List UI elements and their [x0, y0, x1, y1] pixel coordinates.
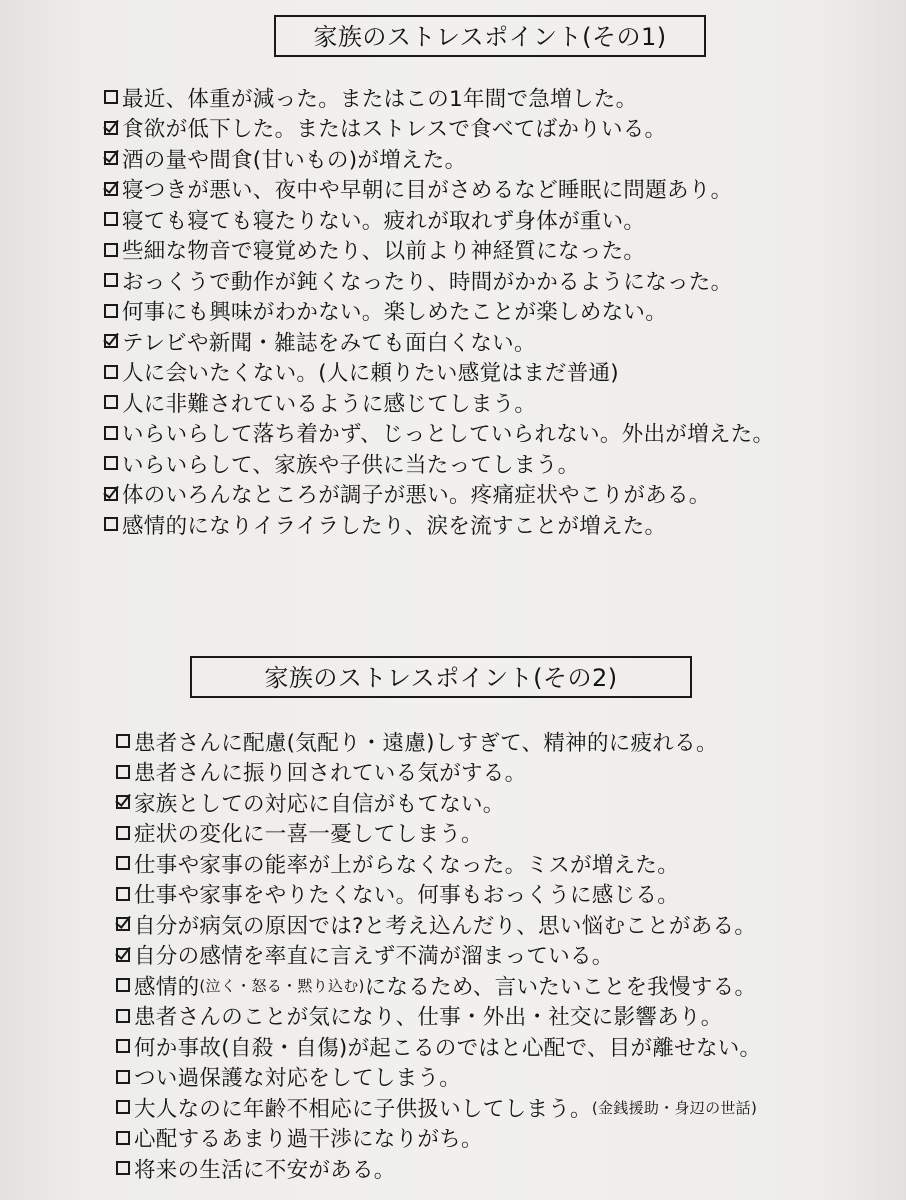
- checklist-item-text: 体のいろんなところが調子が悪い。疼痛症状やこりがある。: [122, 483, 711, 509]
- checklist-item[interactable]: [104, 448, 774, 479]
- checklist-item[interactable]: [104, 387, 774, 418]
- checklist-item-text: 寝つきが悪い、夜中や早朝に目がさめるなど睡眠に問題あり。: [122, 178, 733, 204]
- checklist-item[interactable]: [116, 1153, 761, 1184]
- checklist-item[interactable]: [116, 1062, 761, 1093]
- unchecked-checkbox[interactable]: [116, 826, 130, 840]
- checklist-item-text: 患者さんに配慮(気配り・遠慮)しすぎて、精神的に疲れる。: [134, 730, 718, 756]
- checklist-item[interactable]: [116, 726, 761, 757]
- checklist-item-text: 感情的になりイライラしたり、涙を流すことが増えた。: [122, 513, 667, 539]
- checklist-item-text: 患者さんのことが気になり、仕事・外出・社交に影響あり。: [134, 1005, 723, 1031]
- unchecked-checkbox[interactable]: [104, 395, 118, 409]
- unchecked-checkbox[interactable]: [104, 365, 118, 379]
- section-2-checklist: [116, 726, 761, 1184]
- unchecked-checkbox[interactable]: [116, 1131, 130, 1145]
- unchecked-checkbox[interactable]: [104, 273, 118, 287]
- unchecked-checkbox[interactable]: [116, 1039, 130, 1053]
- checklist-item-text-continued: になるため、言いたいことを我慢する。: [364, 974, 757, 1000]
- unchecked-checkbox[interactable]: [116, 856, 130, 870]
- section-1-title: 家族のストレスポイント(その1): [274, 15, 706, 57]
- checklist-item-text: 仕事や家事の能率が上がらなくなった。ミスが増えた。: [134, 852, 680, 878]
- unchecked-checkbox[interactable]: [116, 1009, 130, 1023]
- checklist-item[interactable]: [116, 757, 761, 788]
- checklist-item-text: 仕事や家事をやりたくない。何事もおっくうに感じる。: [134, 883, 680, 909]
- checked-checkbox[interactable]: [104, 487, 118, 501]
- checklist-item-note: (泣く・怒る・黙り込む): [199, 976, 365, 995]
- unchecked-checkbox[interactable]: [104, 517, 118, 531]
- checklist-item-note: (金銭援助・身辺の世話): [591, 1098, 758, 1117]
- checklist-item-text: テレビや新聞・雑誌をみても面白くない。: [122, 330, 536, 356]
- checklist-item[interactable]: [116, 940, 761, 971]
- checked-checkbox[interactable]: [116, 948, 130, 962]
- checked-checkbox[interactable]: [116, 795, 130, 809]
- checklist-item-text: 何か事故(自殺・自傷)が起こるのではと心配で、目が離せない。: [134, 1035, 762, 1061]
- checklist-item[interactable]: [116, 848, 761, 879]
- checklist-item-text: 酒の量や間食(甘いもの)が増えた。: [122, 147, 467, 173]
- checklist-item[interactable]: [116, 1123, 761, 1154]
- checklist-item[interactable]: [116, 1001, 761, 1032]
- checklist-item[interactable]: [116, 909, 761, 940]
- unchecked-checkbox[interactable]: [104, 426, 118, 440]
- checklist-item-text: 人に会いたくない。(人に頼りたい感覚はまだ普通): [122, 361, 619, 387]
- unchecked-checkbox[interactable]: [104, 243, 118, 257]
- checklist-item-text: 患者さんに振り回されている気がする。: [134, 761, 527, 787]
- checked-checkbox[interactable]: [104, 334, 118, 348]
- unchecked-checkbox[interactable]: [116, 734, 130, 748]
- checklist-item-text: 寝ても寝ても寝たりない。疲れが取れず身体が重い。: [122, 208, 646, 234]
- checked-checkbox[interactable]: [104, 121, 118, 135]
- checklist-item[interactable]: [104, 143, 774, 174]
- unchecked-checkbox[interactable]: [116, 1070, 130, 1084]
- checklist-item[interactable]: [104, 82, 774, 113]
- checklist-item-text: 大人なのに年齢不相応に子供扱いしてしまう。: [134, 1096, 592, 1122]
- checklist-item-text: 食欲が低下した。またはストレスで食べてばかりいる。: [122, 117, 667, 143]
- checked-checkbox[interactable]: [104, 151, 118, 165]
- checklist-item[interactable]: [104, 204, 774, 235]
- checklist-item[interactable]: [104, 509, 774, 540]
- checklist-item-text: 将来の生活に不安がある。: [134, 1157, 396, 1183]
- checklist-item[interactable]: [116, 1031, 761, 1062]
- checklist-item[interactable]: [116, 879, 761, 910]
- checklist-item[interactable]: [104, 326, 774, 357]
- checklist-item[interactable]: [104, 265, 774, 296]
- checklist-item-text: 自分の感情を率直に言えず不満が溜まっている。: [134, 944, 614, 970]
- checklist-item-text: つい過保護な対応をしてしまう。: [134, 1066, 462, 1092]
- checklist-item[interactable]: [116, 787, 761, 818]
- checked-checkbox[interactable]: [104, 182, 118, 196]
- unchecked-checkbox[interactable]: [104, 212, 118, 226]
- checked-checkbox[interactable]: [116, 917, 130, 931]
- checklist-item[interactable]: [104, 418, 774, 449]
- checklist-item-text: 人に非難されているように感じてしまう。: [122, 391, 537, 417]
- section-1-checklist: [104, 82, 774, 540]
- checklist-item[interactable]: [104, 357, 774, 388]
- section-2-title: 家族のストレスポイント(その2): [190, 656, 692, 698]
- checklist-item-text: いらいらして落ち着かず、じっとしていられない。外出が増えた。: [122, 422, 775, 448]
- checklist-item-text: 自分が病気の原因では?と考え込んだり、思い悩むことがある。: [134, 913, 757, 939]
- unchecked-checkbox[interactable]: [116, 887, 130, 901]
- checklist-item-text: 何事にも興味がわかない。楽しめたことが楽しめない。: [122, 300, 668, 326]
- checklist-item-text: 心配するあまり過干渉になりがち。: [134, 1127, 483, 1153]
- checklist-item-text: いらいらして、家族や子供に当たってしまう。: [122, 452, 580, 478]
- checklist-item-text: 家族としての対応に自信がもてない。: [134, 791, 505, 817]
- checklist-item-text: 些細な物音で寝覚めたり、以前より神経質になった。: [122, 239, 646, 265]
- checklist-item-text: おっくうで動作が鈍くなったり、時間がかかるようになった。: [122, 269, 733, 295]
- unchecked-checkbox[interactable]: [116, 978, 130, 992]
- checklist-item[interactable]: [116, 818, 761, 849]
- unchecked-checkbox[interactable]: [116, 1161, 130, 1175]
- unchecked-checkbox[interactable]: [104, 304, 118, 318]
- checklist-item[interactable]: [116, 1092, 761, 1123]
- unchecked-checkbox[interactable]: [104, 456, 118, 470]
- checklist-item[interactable]: [104, 174, 774, 205]
- unchecked-checkbox[interactable]: [116, 765, 130, 779]
- checklist-item-text: 症状の変化に一喜一憂してしまう。: [134, 822, 483, 848]
- checklist-item-text: 感情的: [134, 974, 200, 1000]
- checklist-item-text: 最近、体重が減った。またはこの1年間で急増した。: [122, 86, 638, 112]
- checklist-item[interactable]: [104, 113, 774, 144]
- unchecked-checkbox[interactable]: [116, 1100, 130, 1114]
- unchecked-checkbox[interactable]: [104, 90, 118, 104]
- checklist-item[interactable]: [104, 296, 774, 327]
- checklist-item[interactable]: [104, 479, 774, 510]
- checklist-item[interactable]: [104, 235, 774, 266]
- checklist-item[interactable]: [116, 970, 761, 1001]
